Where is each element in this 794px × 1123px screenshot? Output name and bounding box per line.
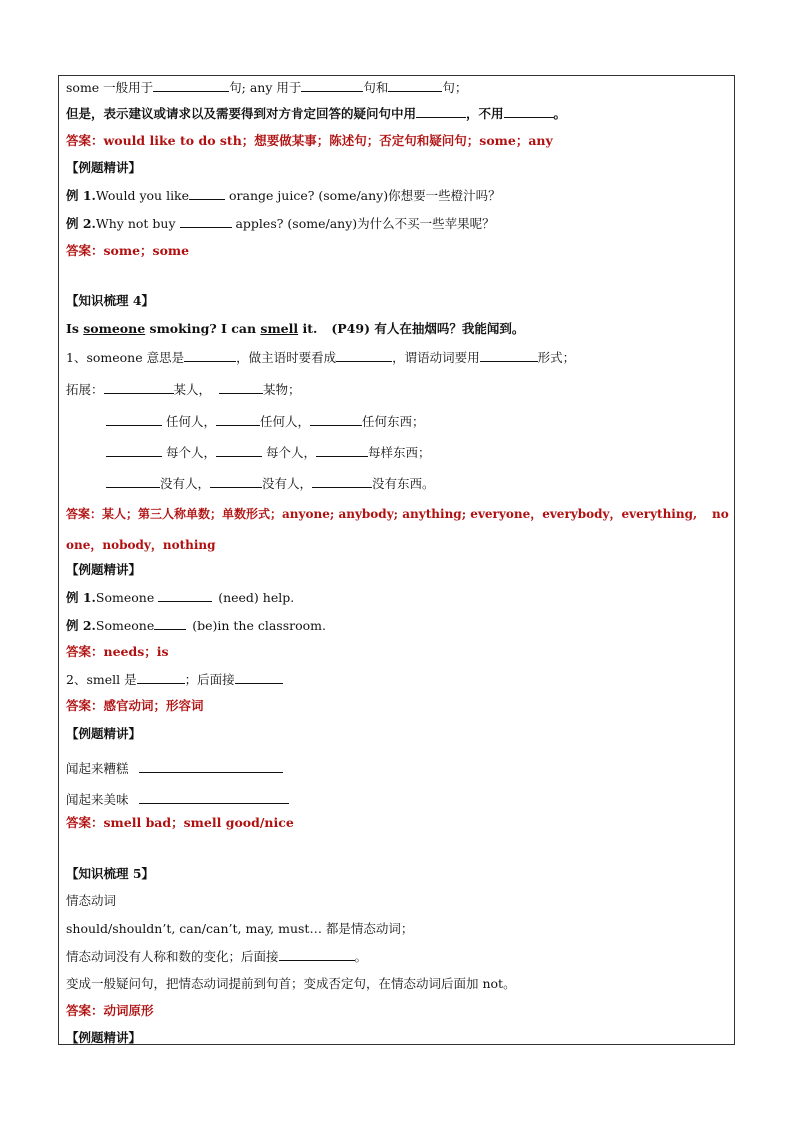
text: 某人， bbox=[173, 382, 212, 397]
blank bbox=[312, 475, 372, 488]
blank bbox=[310, 413, 362, 426]
section-heading: 【例题精讲】 bbox=[66, 1030, 142, 1045]
blank bbox=[106, 444, 162, 457]
text: (need) help. bbox=[218, 590, 295, 605]
text: 2、smell 是 bbox=[66, 672, 137, 687]
body-line: 变成一般疑问句，把情态动词提前到句首；变成否定句，在情态动词后面加 not。 bbox=[66, 976, 516, 991]
text: 句； bbox=[442, 80, 468, 95]
text: someone bbox=[83, 321, 146, 336]
blank bbox=[210, 475, 262, 488]
answer-line: 答案：某人；第三人称单数；单数形式；anyone; anybody; anything; everyone，everybody，everything, bbox=[66, 507, 698, 521]
answer-line: 答案：some；some bbox=[66, 243, 190, 258]
extension-line bbox=[106, 444, 430, 461]
extension-line bbox=[106, 413, 425, 430]
blank bbox=[189, 187, 225, 200]
text: ；后面接 bbox=[184, 672, 235, 687]
text: 每个人， bbox=[162, 445, 216, 460]
text: 某物； bbox=[263, 382, 301, 397]
blank bbox=[216, 413, 260, 426]
question-line bbox=[66, 791, 289, 808]
extension-line bbox=[66, 381, 301, 398]
blank bbox=[480, 349, 538, 362]
blank bbox=[416, 105, 466, 118]
blank bbox=[104, 381, 174, 394]
text: 闻起来美味 bbox=[66, 792, 129, 807]
text: 。 bbox=[354, 949, 368, 964]
however-line bbox=[66, 105, 566, 122]
blank bbox=[316, 444, 368, 457]
blank bbox=[139, 760, 283, 773]
text: 但是，表示建议或请求以及需要得到对方肯定回答的疑问句中用 bbox=[66, 106, 417, 121]
example-line bbox=[66, 589, 294, 606]
text: (P49) 有人在抽烟吗？我能闻到。 bbox=[331, 321, 525, 336]
example-line bbox=[66, 617, 326, 634]
text: 没有人， bbox=[160, 476, 211, 491]
answer-line: 答案：动词原形 bbox=[66, 1003, 154, 1018]
text: 任何人， bbox=[162, 414, 216, 429]
text: 形式； bbox=[537, 350, 576, 365]
blank bbox=[137, 671, 185, 684]
section-heading: 【例题精讲】 bbox=[66, 562, 142, 577]
text: 每个人， bbox=[261, 445, 316, 460]
answer-line: 答案：would like to do sth；想要做某事；陈述句；否定句和疑问句；some；any bbox=[66, 133, 553, 148]
section-heading: 【知识梳理 4】 bbox=[66, 293, 155, 308]
point-line bbox=[66, 671, 283, 688]
text: 例 1. bbox=[66, 590, 96, 605]
answer-line: 答案：smell bad；smell good/nice bbox=[66, 815, 294, 830]
answer-line: one，nobody，nothing bbox=[66, 538, 216, 552]
blank bbox=[336, 349, 392, 362]
text: 没有东西。 bbox=[372, 476, 435, 491]
text: some 一般用于 bbox=[66, 80, 154, 95]
text: Someone bbox=[95, 618, 155, 633]
text: Would you like bbox=[95, 188, 190, 203]
answer-line: 答案：感官动词；形容词 bbox=[66, 698, 204, 713]
text: 没有人， bbox=[262, 476, 313, 491]
section-heading: 【例题精讲】 bbox=[66, 160, 142, 175]
blank bbox=[504, 105, 554, 118]
blank bbox=[158, 589, 212, 602]
text: 闻起来糟糕 bbox=[66, 761, 129, 776]
text: 。 bbox=[553, 106, 567, 121]
text: 任何东西； bbox=[362, 414, 425, 429]
section-heading: 【知识梳理 5】 bbox=[66, 866, 155, 881]
blank bbox=[154, 617, 186, 630]
text: 1、someone 意思是 bbox=[66, 350, 185, 365]
blank bbox=[139, 791, 289, 804]
example-line bbox=[66, 215, 495, 232]
text: 句; any 用于 bbox=[229, 80, 302, 95]
blank bbox=[219, 381, 263, 394]
text: 情态动词没有人称和数的变化；后面接 bbox=[66, 949, 279, 964]
text: 拓展： bbox=[66, 382, 104, 397]
text: smell bbox=[260, 321, 299, 336]
blank bbox=[106, 413, 162, 426]
example-line bbox=[66, 187, 501, 204]
topic-title: 情态动词 bbox=[66, 893, 117, 908]
body-line: should/shouldn’t, can/can’t, may, must… 都是情态动词； bbox=[66, 921, 414, 936]
body-line bbox=[66, 948, 367, 965]
point-line bbox=[66, 349, 575, 366]
blank bbox=[301, 79, 363, 92]
extension-line bbox=[106, 475, 435, 492]
text: (be)in the classroom. bbox=[192, 618, 326, 633]
question-line bbox=[66, 760, 283, 777]
answer-line: 答案：needs；is bbox=[66, 644, 169, 659]
text: 任何人， bbox=[259, 414, 310, 429]
text: 例 2. bbox=[66, 216, 96, 231]
blank bbox=[106, 475, 160, 488]
usage-line bbox=[66, 79, 467, 96]
text: smoking? I can bbox=[145, 321, 261, 336]
blank bbox=[235, 671, 283, 684]
text: Is bbox=[66, 321, 84, 336]
text: Someone bbox=[95, 590, 159, 605]
answer-line: no bbox=[712, 507, 729, 521]
text: apples? (some/any)为什么不买一些苹果呢？ bbox=[231, 216, 495, 231]
blank bbox=[180, 215, 232, 228]
blank bbox=[388, 79, 442, 92]
text: 例 1. bbox=[66, 188, 96, 203]
text: ，做主语时要看成 bbox=[236, 350, 337, 365]
text: Why not buy bbox=[95, 216, 180, 231]
text: it. bbox=[298, 321, 318, 336]
text: 每样东西； bbox=[367, 445, 431, 460]
text: orange juice? (some/any)你想要一些橙汁吗？ bbox=[225, 188, 501, 203]
text: ，不用 bbox=[466, 106, 504, 121]
blank bbox=[153, 79, 229, 92]
key-sentence bbox=[66, 321, 524, 337]
blank bbox=[279, 948, 355, 961]
text: 句和 bbox=[363, 80, 389, 95]
blank bbox=[184, 349, 236, 362]
text: ，谓语动词要用 bbox=[392, 350, 480, 365]
text: 例 2. bbox=[66, 618, 96, 633]
blank bbox=[216, 444, 262, 457]
section-heading: 【例题精讲】 bbox=[66, 726, 142, 741]
